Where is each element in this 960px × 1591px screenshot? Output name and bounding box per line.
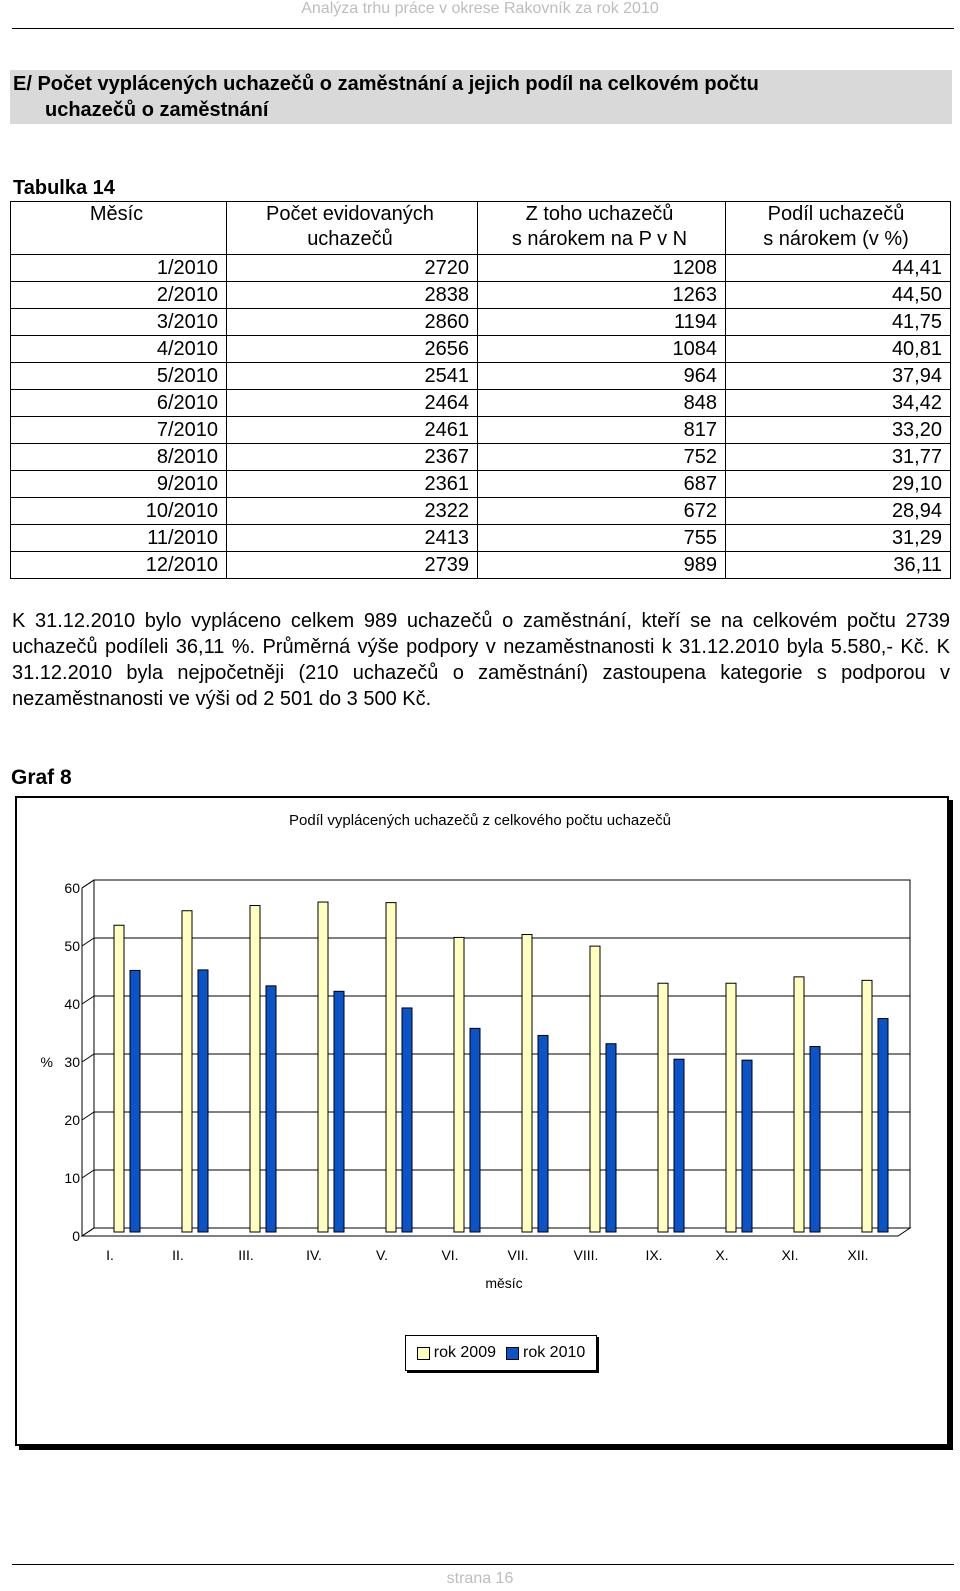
cell-registered: 2464 (227, 390, 478, 417)
legend-swatch-2009 (417, 1347, 430, 1360)
y-tick-label: 50 (64, 938, 80, 954)
cell-entitled: 848 (478, 390, 726, 417)
cell-month: 1/2010 (11, 255, 227, 282)
x-tick-label: IX. (645, 1247, 663, 1263)
x-tick-label: X. (715, 1247, 729, 1263)
cell-entitled: 1084 (478, 336, 726, 363)
cell-entitled: 1208 (478, 255, 726, 282)
page-footer: strana 16 (446, 1570, 514, 1587)
data-table (10, 201, 951, 579)
cell-share: 44,50 (726, 282, 951, 309)
cell-month: 5/2010 (11, 363, 227, 390)
cell-registered: 2860 (227, 309, 478, 336)
cell-share: 31,77 (726, 444, 951, 471)
table-row (11, 444, 951, 471)
bar-2009 (590, 946, 600, 1232)
legend-item-2009 (417, 1344, 496, 1362)
y-tick-label: 20 (64, 1112, 80, 1128)
gridline-side (82, 880, 94, 888)
cell-month: 4/2010 (11, 336, 227, 363)
bar-2010 (674, 1059, 684, 1232)
bar-2010 (606, 1044, 616, 1232)
legend-label-2010: rok 2010 (523, 1344, 586, 1361)
cell-share: 29,10 (726, 471, 951, 498)
x-tick-label: III. (238, 1247, 254, 1263)
bar-2009 (454, 937, 464, 1232)
y-tick-label: 60 (64, 880, 80, 896)
bar-2009 (726, 983, 736, 1232)
cell-month: 9/2010 (11, 471, 227, 498)
bar-2010 (334, 991, 344, 1232)
cell-registered: 2461 (227, 417, 478, 444)
x-tick-label: XI. (781, 1247, 799, 1263)
x-tick-label: VIII. (573, 1247, 599, 1263)
header-month: Měsíc (11, 202, 227, 255)
table-header-row (11, 202, 951, 255)
cell-entitled: 964 (478, 363, 726, 390)
cell-month: 11/2010 (11, 525, 227, 552)
x-tick-label: VI. (441, 1247, 459, 1263)
y-tick-label: 0 (72, 1228, 80, 1244)
bar-2010 (878, 1019, 888, 1232)
cell-entitled: 1263 (478, 282, 726, 309)
table-row (11, 336, 951, 363)
bar-2010 (470, 1028, 480, 1232)
section-title (10, 70, 952, 124)
section-title-line1: E/ Počet vyplácených uchazečů o zaměstnání a jejich podíl na celkovém počtu (13, 73, 759, 95)
table-row (11, 471, 951, 498)
cell-entitled: 752 (478, 444, 726, 471)
y-axis-label: % (40, 1054, 53, 1070)
bar-2010 (538, 1035, 548, 1232)
x-axis-label: měsíc (485, 1275, 523, 1291)
bar-2009 (658, 983, 668, 1232)
x-tick-label: VII. (507, 1247, 529, 1263)
header-divider (12, 28, 954, 29)
bar-2009 (386, 903, 396, 1232)
cell-entitled: 817 (478, 417, 726, 444)
cell-entitled: 989 (478, 552, 726, 579)
header-entitled: Z toho uchazečů s nárokem na P v N (478, 202, 726, 255)
bar-2010 (130, 970, 140, 1232)
cell-registered: 2656 (227, 336, 478, 363)
y-tick-label: 30 (64, 1054, 80, 1070)
cell-share: 31,29 (726, 525, 951, 552)
cell-month: 3/2010 (11, 309, 227, 336)
bar-2010 (198, 970, 208, 1232)
table-row (11, 552, 951, 579)
table-row (11, 282, 951, 309)
table-row (11, 498, 951, 525)
cell-registered: 2367 (227, 444, 478, 471)
cell-month: 12/2010 (11, 552, 227, 579)
x-tick-label: II. (172, 1247, 184, 1263)
cell-registered: 2739 (227, 552, 478, 579)
gridline-side (82, 938, 94, 946)
table-row (11, 525, 951, 552)
cell-entitled: 1194 (478, 309, 726, 336)
footer-divider (12, 1564, 954, 1565)
chart-legend (405, 1335, 597, 1371)
gridline-side (82, 996, 94, 1004)
bar-2010 (402, 1008, 412, 1232)
header-share: Podíl uchazečů s nárokem (v %) (726, 202, 951, 255)
x-tick-label: XII. (847, 1247, 869, 1263)
cell-month: 8/2010 (11, 444, 227, 471)
table-row (11, 363, 951, 390)
cell-share: 41,75 (726, 309, 951, 336)
bar-2010 (742, 1060, 752, 1232)
x-tick-label: I. (106, 1247, 114, 1263)
x-tick-label: IV. (306, 1247, 322, 1263)
gridline-side (82, 1054, 94, 1062)
legend-item-2010 (506, 1344, 585, 1362)
cell-share: 28,94 (726, 498, 951, 525)
bar-2009 (250, 906, 260, 1232)
cell-share: 34,42 (726, 390, 951, 417)
section-title-line2: uchazečů o zaměstnání (45, 99, 269, 121)
x-tick-label: V. (376, 1247, 388, 1263)
cell-month: 2/2010 (11, 282, 227, 309)
bar-2009 (522, 935, 532, 1232)
cell-entitled: 687 (478, 471, 726, 498)
cell-month: 10/2010 (11, 498, 227, 525)
bar-2010 (266, 986, 276, 1232)
cell-share: 37,94 (726, 363, 951, 390)
page-header: Analýza trhu práce v okrese Rakovník za rok 2010 (301, 0, 659, 17)
cell-share: 44,41 (726, 255, 951, 282)
cell-registered: 2720 (227, 255, 478, 282)
cell-entitled: 755 (478, 525, 726, 552)
y-tick-label: 40 (64, 996, 80, 1012)
cell-registered: 2361 (227, 471, 478, 498)
chart-title: Podíl vyplácených uchazečů z celkového počtu uchazečů (289, 812, 671, 829)
cell-month: 7/2010 (11, 417, 227, 444)
bar-2010 (810, 1047, 820, 1232)
cell-registered: 2541 (227, 363, 478, 390)
cell-share: 33,20 (726, 417, 951, 444)
cell-entitled: 672 (478, 498, 726, 525)
summary-paragraph: K 31.12.2010 bylo vypláceno celkem 989 uchazečů o zaměstnání, kteří se na celkovém počtu 2739 uchazečů podíleli 36,11 %. Průměrná výše podpory v nezaměstnanosti k 31.12.2010 byla 5.580,- Kč. K 31.12.2010 byla nejpočetněji (210 uchazečů o zaměstnání) zastoupena kategorie s podporou v nezaměstnanosti ve výši od 2 501 do 3 500 Kč. (12, 610, 950, 710)
gridline-side (82, 1112, 94, 1120)
table-row (11, 309, 951, 336)
table-row (11, 390, 951, 417)
bar-2009 (114, 925, 124, 1232)
cell-registered: 2413 (227, 525, 478, 552)
cell-registered: 2322 (227, 498, 478, 525)
gridline-side (82, 1170, 94, 1178)
header-registered: Počet evidovaných uchazečů (227, 202, 478, 255)
cell-month: 6/2010 (11, 390, 227, 417)
bar-2009 (862, 980, 872, 1232)
cell-registered: 2838 (227, 282, 478, 309)
legend-label-2009: rok 2009 (433, 1344, 496, 1361)
graph-caption: Graf 8 (11, 766, 72, 789)
bar-2009 (318, 902, 328, 1232)
table-caption: Tabulka 14 (13, 177, 115, 199)
bar-2009 (182, 911, 192, 1232)
cell-share: 40,81 (726, 336, 951, 363)
bar-2009 (794, 977, 804, 1232)
legend-swatch-2010 (506, 1347, 519, 1360)
cell-share: 36,11 (726, 552, 951, 579)
table-row (11, 417, 951, 444)
y-tick-label: 10 (64, 1170, 80, 1186)
table-row (11, 255, 951, 282)
